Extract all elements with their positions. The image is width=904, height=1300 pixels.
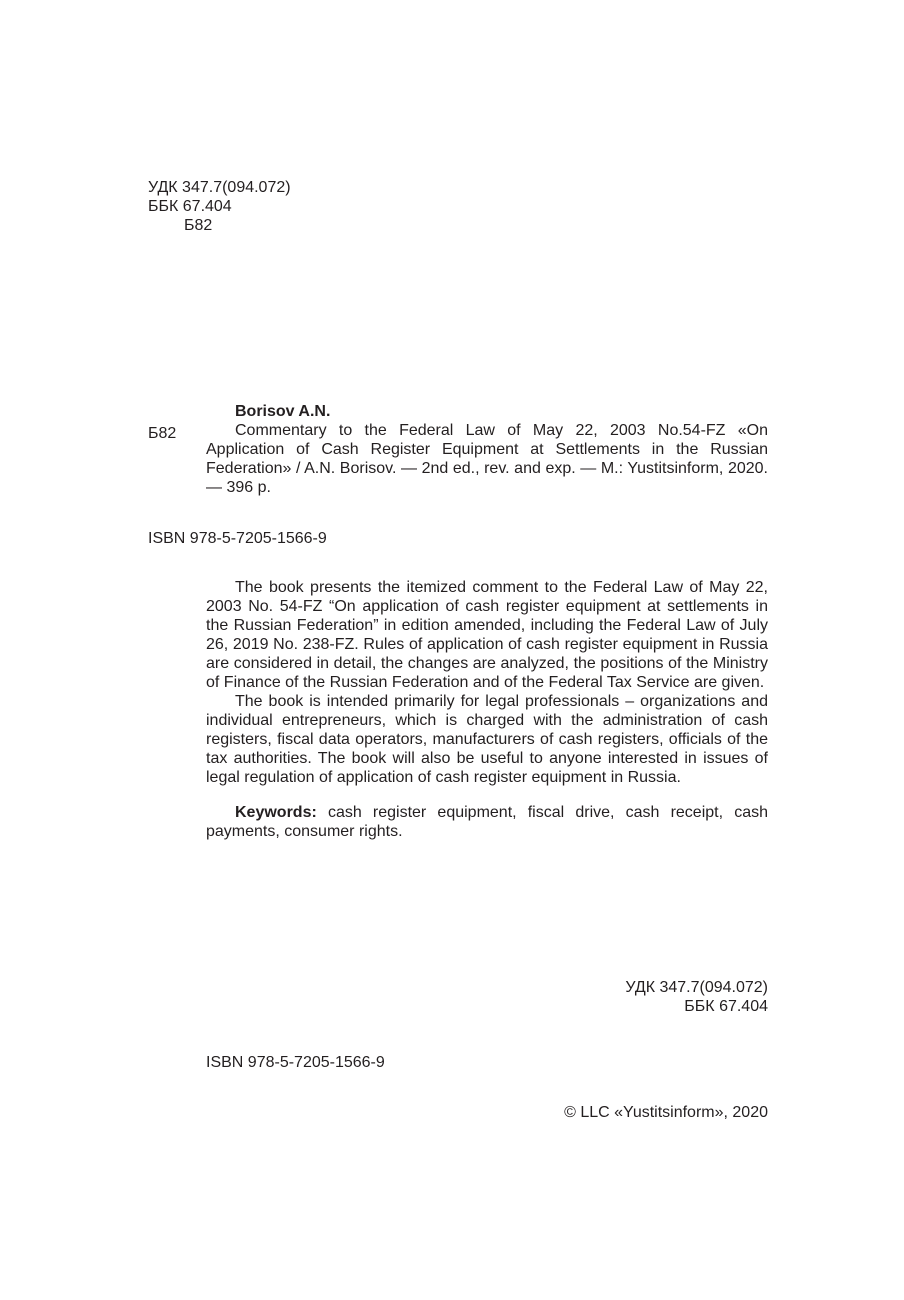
author-name: Borisov A.N. <box>235 403 331 420</box>
bibliographic-entry <box>206 402 768 497</box>
keywords-label: Keywords: <box>235 804 317 821</box>
keywords <box>206 803 768 841</box>
abstract-paragraph: The book is intended primarily for legal professionals – organizations and individual entrepreneurs, which is charged with the administration of cash registers, fiscal data operators, manufacturers of cash registers, officials of the tax authorities. The book will also be useful to anyone interested in issues of legal regulation of application of cash register equipment in Russia. <box>206 693 768 786</box>
udk-code: УДК 347.7(094.072) <box>625 979 768 996</box>
copyright: © LLC «Yustitsinform», 2020 <box>564 1104 768 1121</box>
classification-codes-top <box>148 178 448 235</box>
isbn-bottom: ISBN 978-5-7205-1566-9 <box>206 1054 385 1071</box>
abstract <box>206 578 768 787</box>
keywords-text: cash register equipment, fiscal drive, cash receipt, cash payments, consumer rights. <box>206 804 768 840</box>
abstract-paragraph: The book presents the itemized comment to the Federal Law of May 22, 2003 No. 54-FZ “On application of cash register equipment at settlements in the Russian Federation” in edition amended, including the Federal Law of July 26, 2019 No. 238-FZ. Rules of application of cash register equipment in Russia are considered in detail, the changes are analyzed, the positions of the Ministry of Finance of the Russian Federation and of the Federal Tax Service are given. <box>206 579 768 691</box>
bbk-code: ББК 67.404 <box>684 998 768 1015</box>
bibliographic-description: Commentary to the Federal Law of May 22, 2003 No.54-FZ «On Application of Cash Register Equipment at Settlements in the Russian Federation» / A.N. Borisov. — 2nd ed., rev. and exp. — M.: Yustitsinform, 2020. — 396 p. <box>206 422 768 496</box>
author-sign: Б82 <box>184 217 213 234</box>
classification-codes-bottom <box>625 978 768 1016</box>
isbn-top: ISBN 978-5-7205-1566-9 <box>148 530 327 547</box>
entry-author-sign: Б82 <box>148 425 177 442</box>
udk-code: УДК 347.7(094.072) <box>148 179 291 196</box>
bbk-code: ББК 67.404 <box>148 198 232 215</box>
